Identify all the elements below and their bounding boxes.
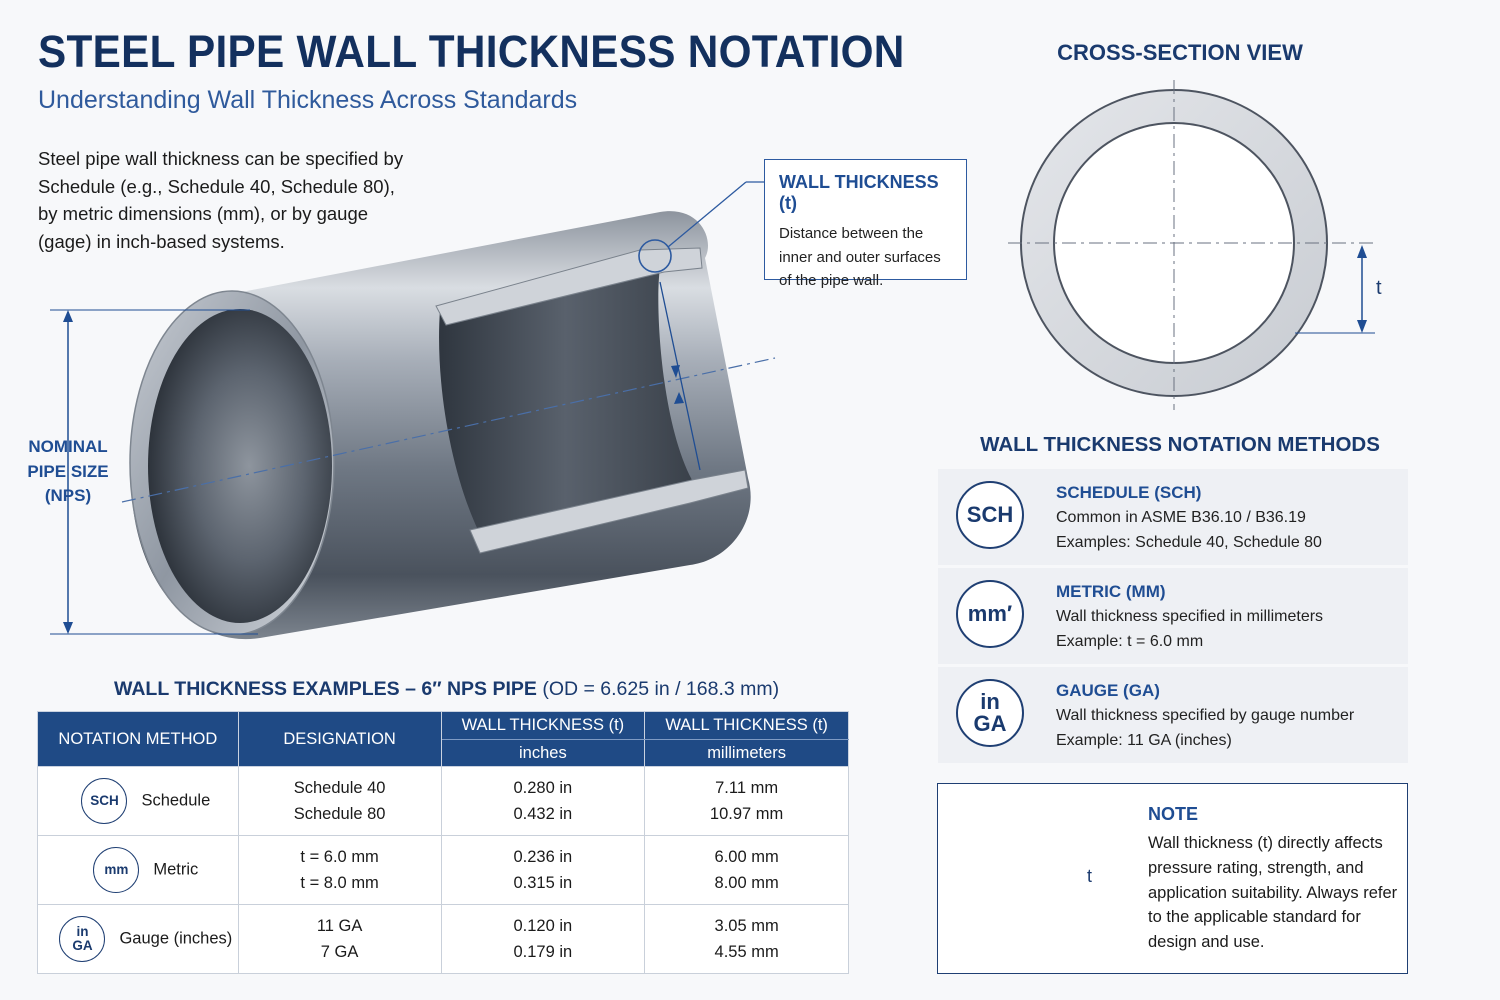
methods-title: WALL THICKNESS NOTATION METHODS	[980, 433, 1380, 456]
note-t-label: t	[1087, 866, 1093, 886]
gauge-icon: in GA	[59, 916, 105, 962]
mm-cell: 7.11 mm 10.97 mm	[645, 767, 849, 836]
nps-label	[20, 435, 116, 509]
examples-table	[37, 711, 849, 974]
method-example: Examples: Schedule 40, Schedule 80	[1056, 534, 1322, 551]
cross-section-t-label: t	[1376, 277, 1382, 299]
method-name: METRIC (MM)	[1056, 582, 1166, 601]
wall-thickness-callout	[764, 159, 967, 289]
method-name: GAUGE (GA)	[1056, 681, 1160, 700]
method-example: Example: 11 GA (inches)	[1056, 732, 1232, 749]
note-title: NOTE	[1148, 804, 1199, 824]
designation-cell: Schedule 40 Schedule 80	[238, 767, 441, 836]
table-title	[114, 678, 779, 701]
method-example: Example: t = 6.0 mm	[1056, 633, 1204, 650]
method-card-schedule	[938, 469, 1408, 565]
metric-mm-icon: mm	[93, 847, 139, 893]
designation-cell: 11 GA 7 GA	[238, 905, 441, 974]
gauge-icon: in GA	[956, 679, 1024, 747]
nps-label-line: (NPS)	[44, 486, 92, 505]
method-cell: mm Metric	[38, 836, 239, 905]
note-text: Wall thickness (t) directly affects pressure rating, strength, and application suitability. Always refer to the applicable standard for design and use.	[1148, 834, 1398, 952]
header-unit-mm: millimeters	[645, 740, 849, 767]
method-description: Wall thickness specified in millimeters	[1056, 608, 1324, 625]
callout-title: WALL THICKNESS (t)	[779, 172, 939, 213]
table-title-detail: (OD = 6.625 in / 168.3 mm)	[536, 678, 780, 700]
note-box	[937, 783, 1408, 974]
header-wall-thickness-mm: WALL THICKNESS (t)	[645, 712, 849, 740]
header-unit-inches: inches	[441, 740, 645, 767]
intro-paragraph: Steel pipe wall thickness can be specified by Schedule (e.g., Schedule 40, Schedule 80), by metric dimensions (mm), or by gauge (gage) in inch-based systems.	[38, 148, 404, 252]
table-row	[38, 836, 849, 905]
header-wall-thickness-inches: WALL THICKNESS (t)	[441, 712, 645, 740]
inches-cell: 0.120 in 0.179 in	[441, 905, 645, 974]
method-name: SCHEDULE (SCH)	[1056, 483, 1202, 502]
metric-mm-icon: mm′	[956, 580, 1024, 648]
mm-cell: 3.05 mm 4.55 mm	[645, 905, 849, 974]
method-cell: in GA Gauge (inches)	[38, 905, 239, 974]
header-designation: DESIGNATION	[238, 712, 441, 767]
cross-section-title: CROSS-SECTION VIEW	[1057, 40, 1303, 65]
table-row	[38, 767, 849, 836]
schedule-icon: SCH	[81, 778, 127, 824]
page-title: STEEL PIPE WALL THICKNESS NOTATION	[38, 26, 905, 77]
header-notation-method: NOTATION METHOD	[38, 712, 239, 767]
mm-cell: 6.00 mm 8.00 mm	[645, 836, 849, 905]
nps-label-line: PIPE SIZE	[27, 461, 109, 481]
inches-cell: 0.236 in 0.315 in	[441, 836, 645, 905]
method-card-gauge	[938, 667, 1408, 763]
designation-cell: t = 6.0 mm t = 8.0 mm	[238, 836, 441, 905]
method-description: Common in ASME B36.10 / B36.19	[1056, 509, 1306, 526]
schedule-icon: SCH	[956, 481, 1024, 549]
page-subtitle: Understanding Wall Thickness Across Standards	[38, 86, 578, 114]
nps-label-line: NOMINAL	[28, 437, 108, 456]
table-row	[38, 905, 849, 974]
method-cell: SCH Schedule	[38, 767, 239, 836]
table-title-main: WALL THICKNESS EXAMPLES – 6″ NPS PIPE	[114, 678, 537, 700]
method-description: Wall thickness specified by gauge number	[1056, 707, 1355, 724]
callout-text: Distance between the inner and outer surfaces of the pipe wall.	[779, 225, 941, 289]
method-card-metric	[938, 568, 1408, 664]
inches-cell: 0.280 in 0.432 in	[441, 767, 645, 836]
